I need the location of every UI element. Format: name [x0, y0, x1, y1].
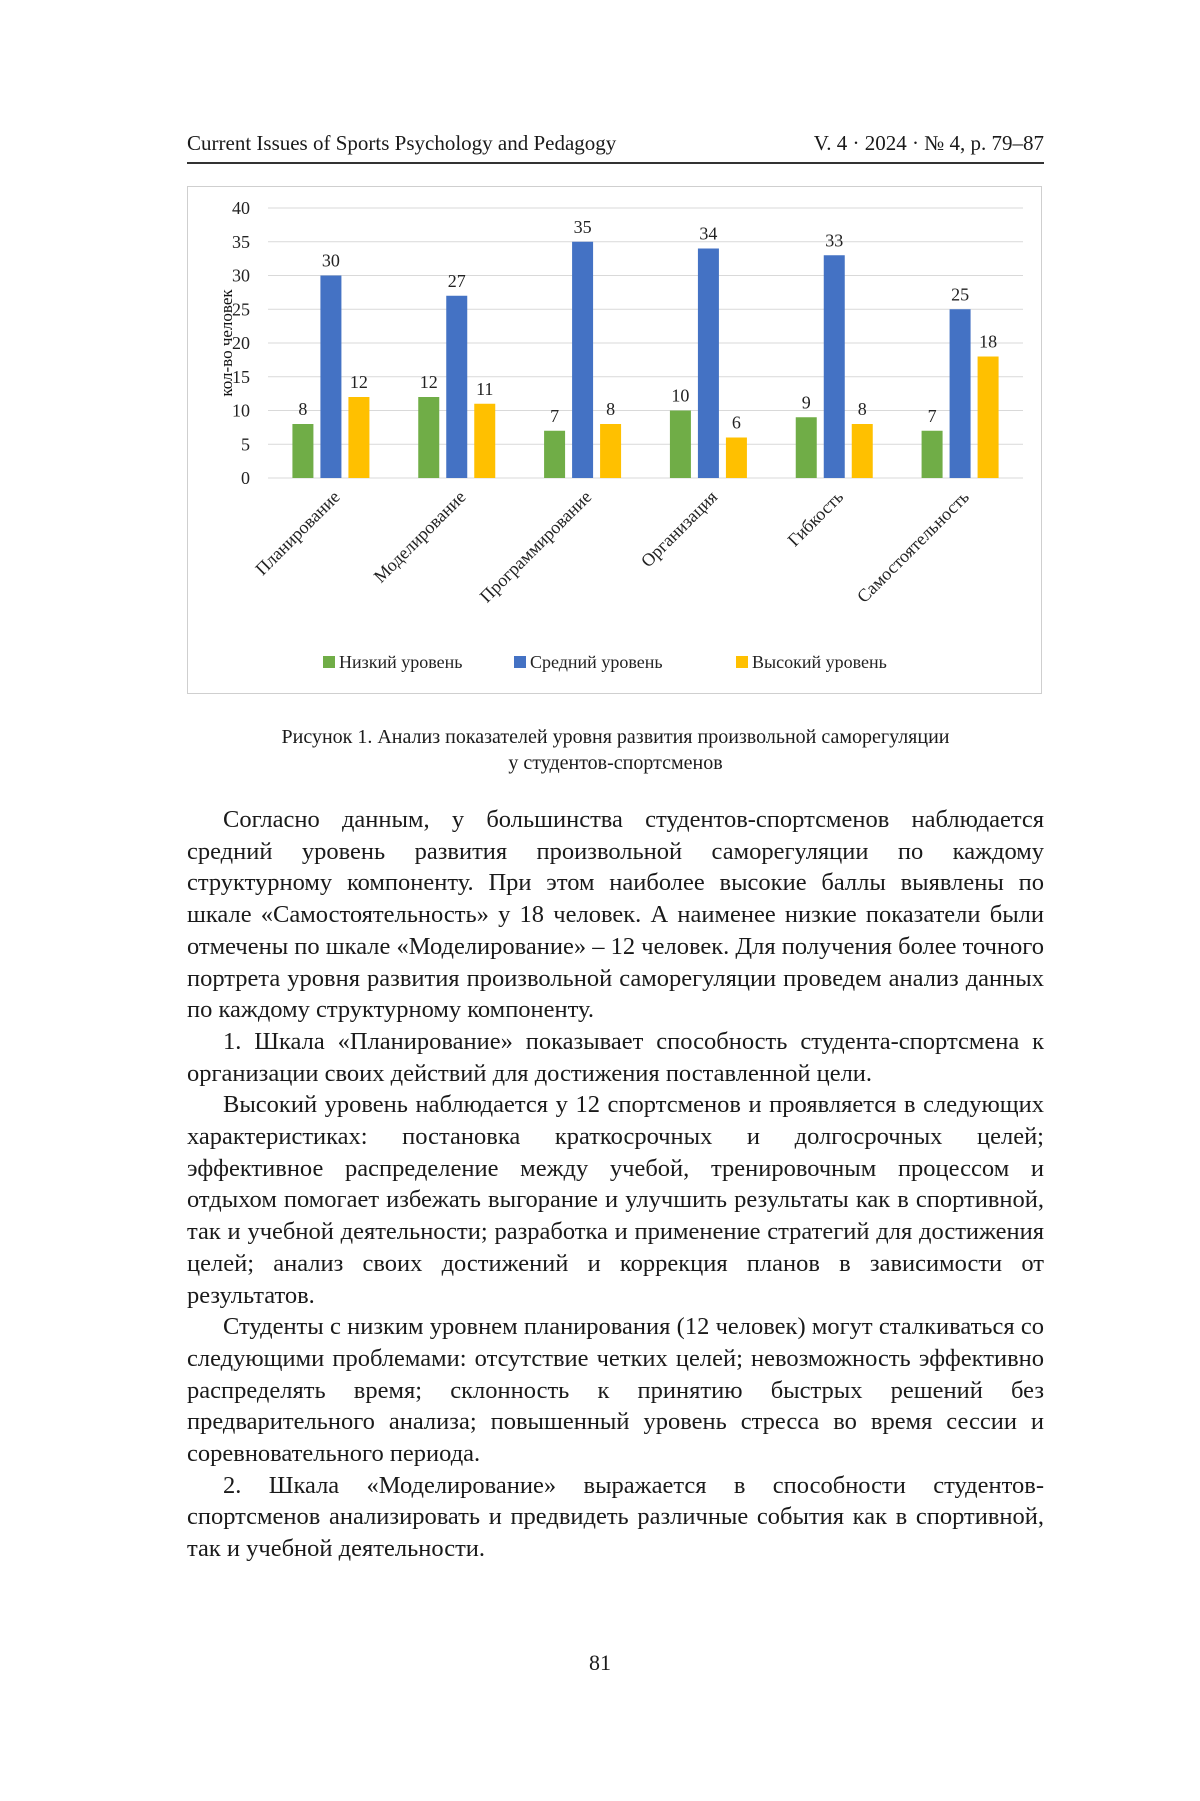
data-label: 10 — [671, 385, 690, 406]
bar — [446, 296, 467, 478]
paragraph: 2. Шкала «Моделирование» выражается в способности студентов-спортсменов анализировать и предвидеть различные события как в спортивной, так и учебной деятельности. — [187, 1471, 1044, 1563]
legend-swatch — [736, 656, 748, 668]
bar — [796, 417, 817, 478]
data-label: 8 — [298, 399, 308, 419]
data-label: 18 — [979, 331, 998, 352]
bar — [726, 438, 747, 479]
legend-label: Средний уровень — [530, 652, 663, 672]
bar — [292, 424, 313, 478]
data-label: 25 — [951, 284, 970, 305]
paragraph: Согласно данным, у большинства студентов-спортсменов наблюдается средний уровень развития произвольной саморегуляции по каждому структурному компоненту. При этом наиболее высокие баллы выявлены по шкале «Самостоятельность» у 18 человек. А наименее низкие показатели были отмечены по шкале «Моделирование» – 12 человек. Для получения более точного портрета уровня развития произвольной саморегуляции проведем анализ данных по каждому структурному компоненту. — [187, 806, 1044, 1024]
data-label: 30 — [321, 250, 340, 271]
data-label: 27 — [447, 270, 466, 291]
paragraph: Высокий уровень наблюдается у 12 спортсменов и проявляется в следующих характеристиках: постановка краткосрочных и долгосрочных целей; эффективное распределение между учебой, тренировочным процессом и отдыхом помогает избежать выгорание и улучшить результаты как в спортивной, так и учебной деятельности; разработка и применение стратегий для достижения целей; анализ своих достижений и коррекция планов в зависимости от результатов. — [187, 1091, 1044, 1309]
bar — [348, 397, 369, 478]
data-label: 12 — [349, 372, 368, 392]
data-label: 7 — [927, 405, 937, 426]
bar — [950, 309, 971, 478]
bar — [474, 404, 495, 478]
caption-line-2: у студентов-спортсменов — [508, 752, 723, 774]
paragraph: 1. Шкала «Планирование» показывает способность студента-спортсмена к организации своих действий для достижения поставленной цели. — [187, 1027, 1044, 1087]
data-label: 11 — [476, 378, 494, 399]
y-tick-label: 40 — [232, 198, 250, 218]
bar — [600, 424, 621, 478]
legend-label: Высокий уровень — [752, 652, 887, 672]
legend-label: Низкий уровень — [339, 652, 463, 672]
figure-caption — [187, 724, 1044, 776]
legend-swatch — [514, 656, 526, 668]
y-tick-label: 25 — [232, 299, 250, 320]
x-tick-label: Программирование — [475, 486, 596, 607]
figure — [187, 186, 1042, 694]
page-number: 81 — [589, 1650, 611, 1675]
y-tick-label: 35 — [232, 231, 250, 252]
x-tick-label: Гибкость — [783, 486, 848, 551]
data-label: 12 — [419, 372, 438, 392]
x-tick-label: Планирование — [251, 486, 344, 580]
y-tick-label: 15 — [232, 366, 250, 387]
data-label: 34 — [699, 223, 718, 244]
data-label: 35 — [573, 216, 592, 237]
y-tick-label: 5 — [241, 434, 250, 455]
data-label: 7 — [550, 405, 560, 426]
data-label: 6 — [731, 412, 741, 433]
running-header — [187, 126, 1044, 164]
legend-swatch — [323, 656, 335, 668]
bar — [978, 357, 999, 479]
bar — [418, 397, 439, 478]
x-tick-label: Самостоятельность — [852, 486, 973, 607]
bar — [572, 242, 593, 478]
data-label: 33 — [825, 230, 844, 251]
y-axis-label: кол-во человек — [217, 289, 236, 397]
data-label: 8 — [857, 399, 867, 419]
y-tick-label: 30 — [232, 265, 250, 286]
bar — [670, 411, 691, 479]
y-tick-label: 0 — [241, 468, 250, 488]
bar-chart — [188, 187, 1041, 693]
data-label: 8 — [606, 399, 616, 419]
y-tick-label: 10 — [232, 400, 250, 421]
data-label: 9 — [801, 392, 811, 413]
bar — [852, 424, 873, 478]
y-tick-label: 20 — [232, 333, 250, 353]
caption-line-1: Рисунок 1. Анализ показателей уровня развития произвольной саморегуляции — [281, 726, 950, 748]
bar — [544, 431, 565, 478]
x-tick-label: Моделирование — [369, 486, 470, 587]
body-text — [187, 804, 1044, 1565]
bar — [320, 276, 341, 479]
bar — [698, 249, 719, 479]
x-tick-label: Организация — [636, 486, 722, 572]
issue-info: V. 4 · 2024 · № 4, p. 79–87 — [813, 131, 1044, 155]
journal-title: Current Issues of Sports Psychology and Pedagogy — [187, 131, 617, 155]
bar — [922, 431, 943, 478]
paragraph: Студенты с низким уровнем планирования (12 человек) могут сталкиваться со следующими проблемами: отсутствие четких целей; невозможность эффективно распределять время; склонность к принятию быстрых решений без предварительного анализа; повышенный уровень стресса во время сессии и соревновательного периода. — [187, 1313, 1044, 1468]
bar — [824, 255, 845, 478]
